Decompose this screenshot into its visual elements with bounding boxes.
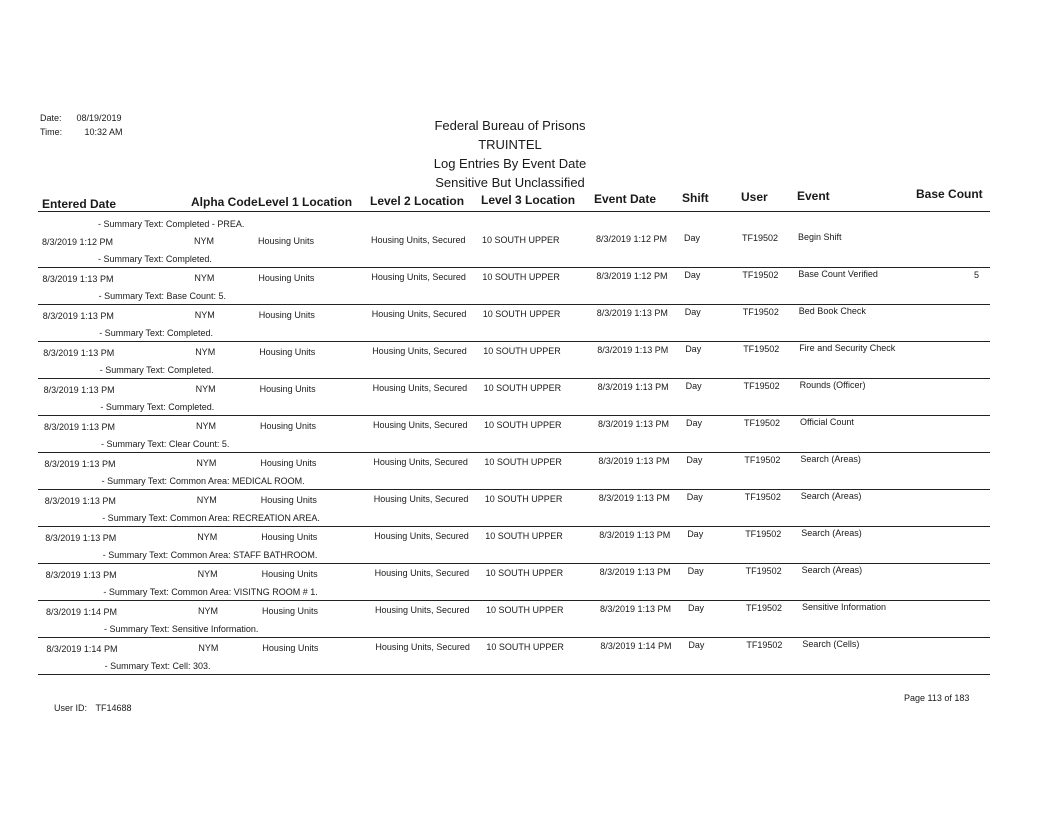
cell-user: TF19502 [742,269,779,280]
cell-event-date: 8/3/2019 1:12 PM [596,234,668,244]
user-id-label: User ID: [54,703,88,713]
cell-shift: Day [684,307,701,318]
row-divider [38,563,990,564]
summary-text: - Summary Text: Completed. [99,365,214,375]
cell-entered-date: 8/3/2019 1:13 PM [43,385,115,395]
header-level3-location: Level 3 Location [481,193,576,207]
cell-alpha-code: NYM [197,532,218,543]
cell-event-date: 8/3/2019 1:13 PM [598,419,670,429]
cell-alpha-code: NYM [198,643,219,654]
cell-entered-date: 8/3/2019 1:14 PM [46,607,118,617]
cell-event-date: 8/3/2019 1:13 PM [596,308,668,318]
cell-event: Fire and Security Check [799,343,896,354]
row-divider [38,378,990,379]
cell-level2-location: Housing Units, Secured [372,346,467,357]
row-divider [38,489,990,490]
page-number: Page 113 of 183 [904,693,970,703]
cell-user: TF19502 [744,454,781,465]
summary-text: - Summary Text: Cell: 303. [104,661,211,671]
row-divider [38,415,990,416]
cell-alpha-code: NYM [195,384,216,395]
cell-event-date: 8/3/2019 1:13 PM [600,604,672,614]
cell-entered-date: 8/3/2019 1:13 PM [45,533,117,543]
cell-level1-location: Housing Units [262,605,319,616]
row-divider [38,452,990,453]
cell-entered-date: 8/3/2019 1:12 PM [42,237,114,247]
cell-event-date: 8/3/2019 1:14 PM [600,641,672,651]
cell-shift: Day [684,270,701,281]
header-user: User [741,190,768,204]
cell-level3-location: 10 SOUTH UPPER [484,419,562,430]
cell-level1-location: Housing Units [258,235,315,246]
date-value: 08/19/2019 [76,113,122,123]
cell-alpha-code: NYM [196,458,217,469]
cell-level2-location: Housing Units, Secured [371,272,466,283]
cell-entered-date: 8/3/2019 1:13 PM [45,570,117,580]
cell-event: Official Count [800,417,854,428]
date-row [40,113,122,123]
cell-shift: Day [687,529,704,540]
cell-user: TF19502 [743,380,780,391]
summary-text: - Summary Text: Completed - PREA. [98,219,245,229]
header-shift: Shift [682,191,709,205]
cell-entered-date: 8/3/2019 1:13 PM [44,459,116,469]
cell-level1-location: Housing Units [261,531,318,542]
cell-level2-location: Housing Units, Secured [372,383,468,394]
cell-event: Sensitive Information [802,602,887,613]
cell-user: TF19502 [745,528,782,539]
cell-level3-location: 10 SOUTH UPPER [484,493,563,504]
cell-user: TF19502 [746,602,783,613]
cell-event-date: 8/3/2019 1:13 PM [597,345,669,355]
cell-event: Rounds (Officer) [799,380,866,391]
cell-level3-location: 10 SOUTH UPPER [484,456,562,467]
cell-entered-date: 8/3/2019 1:13 PM [42,311,114,321]
cell-event: Search (Areas) [801,528,862,539]
cell-level2-location: Housing Units, Secured [373,420,468,431]
cell-shift: Day [686,455,703,466]
time-row [40,127,123,137]
row-divider [38,600,990,601]
user-id-footer [54,703,132,713]
cell-event-date: 8/3/2019 1:13 PM [599,567,671,577]
title-report: Log Entries By Event Date [433,156,587,171]
cell-level2-location: Housing Units, Secured [374,531,469,542]
cell-level3-location: 10 SOUTH UPPER [485,530,563,541]
cell-level3-location: 10 SOUTH UPPER [483,345,561,356]
row-divider [38,674,990,675]
cell-alpha-code: NYM [198,606,218,617]
cell-event: Search (Areas) [800,454,861,465]
cell-user: TF19502 [742,232,779,243]
cell-level3-location: 10 SOUTH UPPER [482,308,561,319]
cell-event-date: 8/3/2019 1:13 PM [598,493,670,503]
cell-event: Bed Book Check [798,306,866,317]
cell-entered-date: 8/3/2019 1:13 PM [43,348,115,358]
cell-shift: Day [684,233,701,244]
cell-user: TF19502 [743,343,780,354]
cell-entered-date: 8/3/2019 1:14 PM [46,644,118,654]
summary-text: - Summary Text: Sensitive Information. [104,624,259,634]
cell-event: Search (Areas) [801,565,863,576]
cell-entered-date: 8/3/2019 1:13 PM [44,496,116,506]
summary-text: - Summary Text: Completed. [100,402,215,412]
header-divider [38,211,990,212]
cell-alpha-code: NYM [197,569,218,580]
cell-alpha-code: NYM [196,495,217,506]
cell-level2-location: Housing Units, Secured [371,235,466,246]
cell-level3-location: 10 SOUTH UPPER [482,234,560,245]
cell-event-date: 8/3/2019 1:13 PM [598,456,670,466]
cell-level2-location: Housing Units, Secured [374,568,470,579]
cell-level3-location: 10 SOUTH UPPER [486,604,564,615]
cell-shift: Day [686,418,703,429]
cell-event: Begin Shift [798,232,842,243]
cell-entered-date: 8/3/2019 1:13 PM [42,274,114,284]
row-divider [38,304,990,305]
cell-level2-location: Housing Units, Secured [375,605,470,616]
date-label: Date: [40,113,62,123]
cell-shift: Day [688,603,705,614]
summary-text: - Summary Text: Common Area: MEDICAL ROOM. [101,476,305,486]
time-label: Time: [40,127,63,137]
cell-level1-location: Housing Units [258,309,315,320]
cell-user: TF19502 [746,639,783,650]
title-agency: Federal Bureau of Prisons [434,118,586,133]
cell-shift: Day [685,381,702,392]
cell-level2-location: Housing Units, Secured [375,642,470,653]
cell-level3-location: 10 SOUTH UPPER [483,382,562,393]
time-value: 10:32 AM [84,127,123,137]
cell-shift: Day [686,492,703,503]
cell-level2-location: Housing Units, Secured [373,494,469,505]
cell-level3-location: 10 SOUTH UPPER [482,271,560,282]
cell-base-count: 5 [974,270,980,280]
cell-alpha-code: NYM [195,347,216,358]
user-id-value: TF14688 [95,703,132,713]
cell-shift: Day [687,566,704,577]
cell-level1-location: Housing Units [260,420,317,431]
cell-shift: Day [685,344,702,355]
cell-event: Search (Cells) [802,639,860,650]
summary-text: - Summary Text: Common Area: VISITNG ROOM # 1. [103,587,318,597]
cell-alpha-code: NYM [194,236,214,247]
summary-text: - Summary Text: Completed. [98,254,212,264]
title-system: TRUINTEL [478,137,542,152]
cell-level1-location: Housing Units [259,383,316,394]
cell-shift: Day [688,640,705,651]
cell-event: Search (Areas) [800,491,862,502]
row-divider [38,526,990,527]
cell-level2-location: Housing Units, Secured [371,309,467,320]
cell-event-date: 8/3/2019 1:12 PM [596,271,668,281]
cell-user: TF19502 [744,491,781,502]
cell-level1-location: Housing Units [259,346,316,357]
cell-event-date: 8/3/2019 1:13 PM [599,530,671,540]
summary-text: - Summary Text: Common Area: STAFF BATHROOM. [102,550,318,560]
cell-user: TF19502 [745,565,782,576]
summary-text: - Summary Text: Clear Count: 5. [101,439,230,449]
header-entered-date: Entered Date [42,197,117,211]
cell-user: TF19502 [744,417,781,428]
cell-level1-location: Housing Units [261,568,318,579]
header-level1-location: Level 1 Location [258,195,353,209]
cell-level3-location: 10 SOUTH UPPER [486,641,564,652]
row-divider [38,341,990,342]
row-divider [38,267,990,268]
header-event: Event [797,189,830,203]
summary-text: - Summary Text: Base Count: 5. [98,291,226,301]
cell-alpha-code: NYM [194,310,215,321]
summary-text: - Summary Text: Common Area: RECREATION AREA. [102,513,320,523]
cell-alpha-code: NYM [194,273,215,284]
cell-event-date: 8/3/2019 1:13 PM [597,382,669,392]
cell-level2-location: Housing Units, Secured [373,457,468,468]
cell-level3-location: 10 SOUTH UPPER [485,567,564,578]
cell-level1-location: Housing Units [258,272,315,283]
row-divider [38,637,990,638]
header-base-count: Base Count [916,187,983,201]
summary-text: - Summary Text: Completed. [99,328,214,338]
cell-user: TF19502 [742,306,779,317]
cell-level1-location: Housing Units [260,494,317,505]
header-level2-location: Level 2 Location [370,194,465,208]
cell-event: Base Count Verified [798,269,878,280]
cell-level1-location: Housing Units [260,457,317,468]
cell-alpha-code: NYM [196,421,216,432]
cell-entered-date: 8/3/2019 1:13 PM [44,422,116,432]
header-alpha-code: Alpha Code [191,195,258,209]
title-classification: Sensitive But Unclassified [435,175,585,190]
header-event-date: Event Date [594,192,657,206]
cell-level1-location: Housing Units [262,642,319,653]
